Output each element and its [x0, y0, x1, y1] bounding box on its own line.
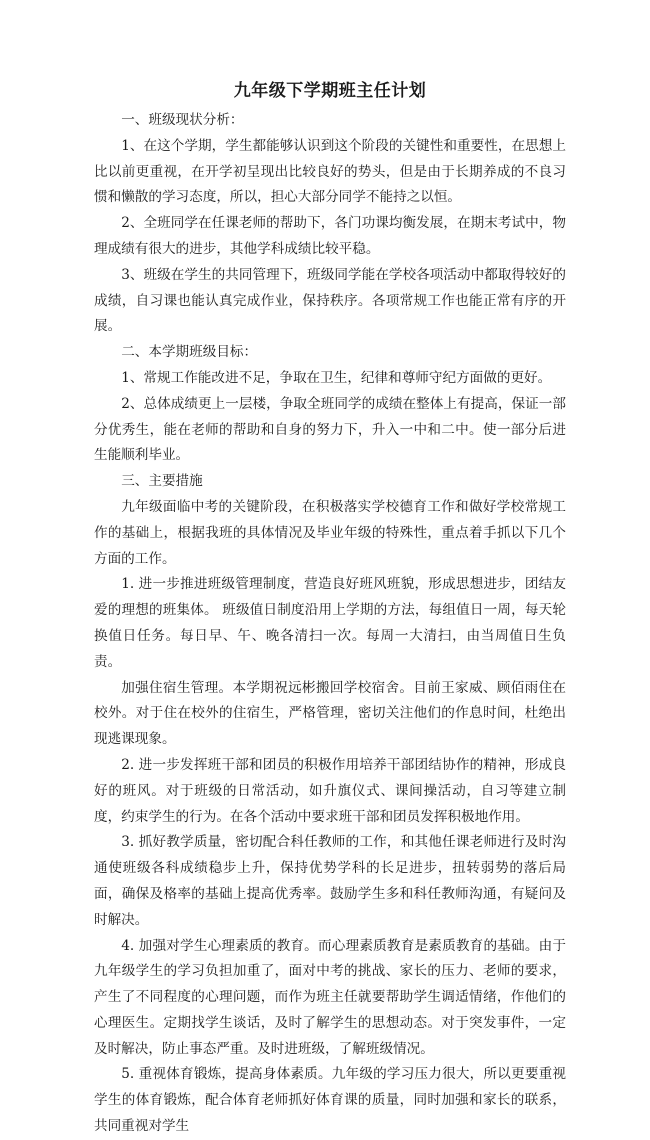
- paragraph: 2、全班同学在任课老师的帮助下，各门功课均衡发展，在期末考试中，物理成绩有很大的进步，其他学科成绩比较平稳。: [94, 215, 566, 257]
- paragraph: 3、班级在学生的共同管理下，班级同学能在学校各项活动中都取得较好的成绩，自习课也能认真完成作业，保持秩序。各项常规工作也能正常有序的开展。: [94, 266, 566, 335]
- section-heading-goals: 二、本学期班级目标：: [121, 344, 258, 361]
- paragraph: 1. 进一步推进班级管理制度，营造良好班风班貌，形成思想进步，团结友爱的理想的班集体。 班级值日制度沿用上学期的方法，每组值日一周，每天轮换值日任务。每日早、午、晚各清扫一次。每周一大清扫，由当周值日生负责。: [94, 576, 566, 670]
- section-heading-status: 一、班级现状分析：: [121, 112, 244, 128]
- paragraph: 2、总体成绩更上一层楼，争取全班同学的成绩在整体上有提高，保证一部分优秀生，能在老师的帮助和自身的努力下，升入一中和二中。使一部分后进生能顺利毕业。: [94, 395, 566, 464]
- paragraph: 1、在这个学期，学生都能够认识到这个阶段的关键性和重要性，在思想上比以前更重视，在开学初呈现出比较良好的势头，但是由于长期养成的不良习惯和懒散的学习态度，所以，担心大部分同学不能持之以恒。: [94, 137, 566, 206]
- document-title: 九年级下学期班主任计划: [233, 81, 427, 101]
- paragraph: 加强住宿生管理。本学期祝远彬搬回学校宿舍。目前王家威、顾佰雨住在校外。对于住在校外的住宿生，严格管理，密切关注他们的作息时间，杜绝出现逃课现象。: [94, 679, 566, 748]
- paragraph: 3. 抓好教学质量，密切配合科任教师的工作，和其他任课老师进行及时沟通使班级各科成绩稳步上升，保持优势学科的长足进步，扭转弱势的落后局面，确保及格率的基础上提高优秀率。鼓励学生多和科任教师沟通，有疑问及时解决。: [94, 834, 566, 928]
- paragraph: 1、常规工作能改进不足，争取在卫生，纪律和尊师守纪方面做的更好。: [121, 369, 552, 386]
- paragraph: 九年级面临中考的关键阶段，在积极落实学校德育工作和做好学校常规工作的基础上，根据我班的具体情况及毕业年级的特殊性，重点着手抓以下几个方面的工作。: [94, 498, 566, 567]
- paragraph: 4. 加强对学生心理素质的教育。而心理素质教育是素质教育的基础。由于九年级学生的学习负担加重了，面对中考的挑战、家长的压力、老师的要求，产生了不同程度的心理问题，而作为班主任就要帮助学生调适情绪，作他们的心理医生。定期找学生谈话，及时了解学生的思想动态。对于突发事件，一定及时解决，防止事态严重。及时进班级，了解班级情况。: [94, 937, 566, 1057]
- paragraph: 5. 重视体育锻炼，提高身体素质。九年级的学习压力很大，所以更要重视学生的体育锻炼，配合体育老师抓好体育课的质量，同时加强和家长的联系，共同重视对学生: [94, 1066, 566, 1135]
- section-heading-measures: 三、主要措施: [121, 473, 203, 490]
- paragraph: 2. 进一步发挥班干部和团员的积极作用培养干部团结协作的精神，形成良好的班风。对于班级的日常活动，如升旗仪式、课间操活动，自习等建立制度，约束学生的行为。在各个活动中要求班干部和团员发挥积极地作用。: [94, 756, 566, 825]
